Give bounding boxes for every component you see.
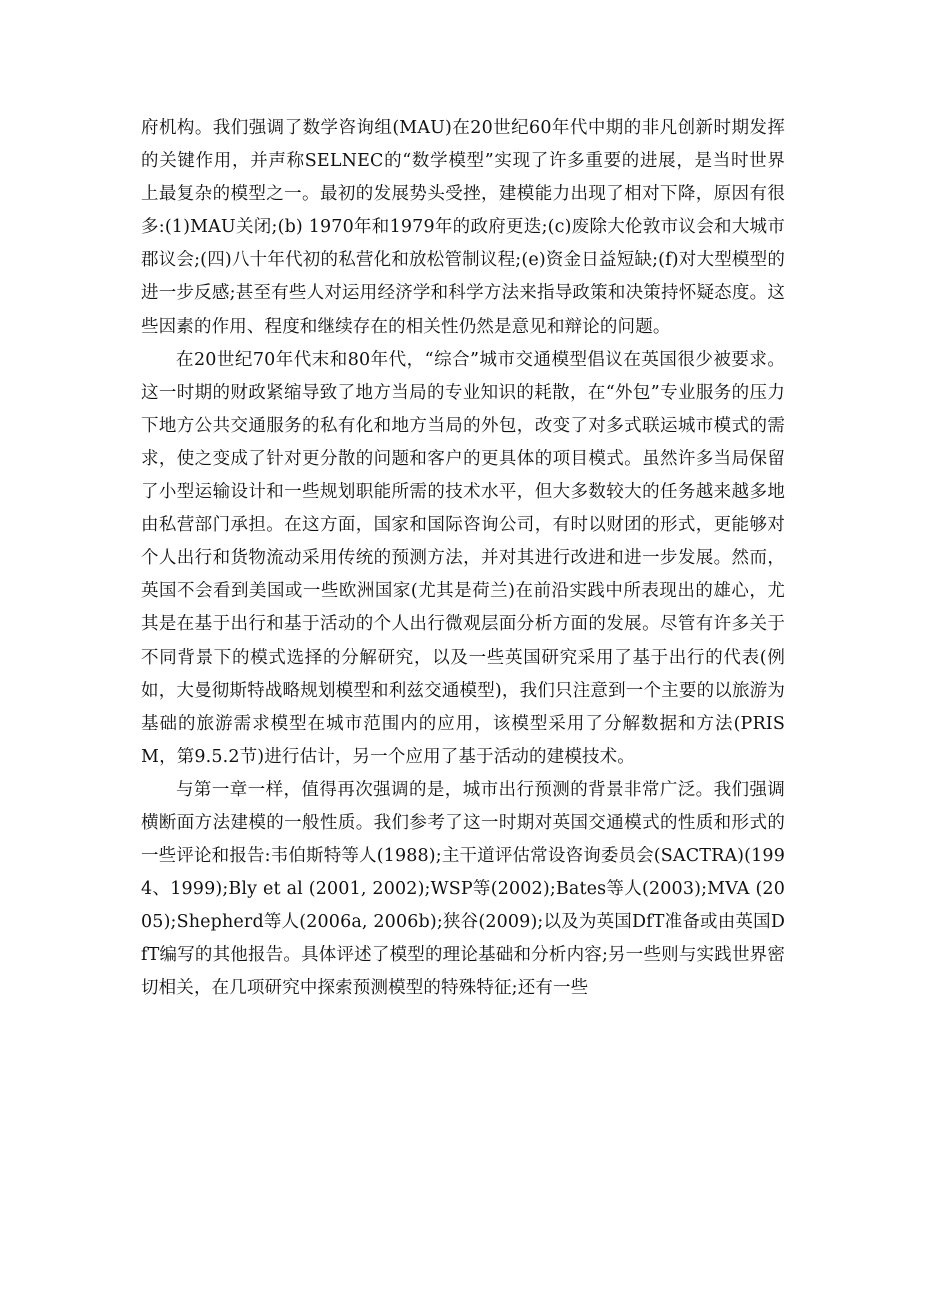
document-page [141, 112, 785, 1006]
paragraph-3: 与第一章一样，值得再次强调的是，城市出行预测的背景非常广泛。我们强调横断面方法建模的一般性质。我们参考了这一时期对英国交通模式的性质和形式的一些评论和报告:韦伯斯特等人(1988);主干道评估常设咨询委员会(SACTRA)(1994、1999);Bly et al (2001, 2002);WSP等(2002);Bates等人(2003);MVA (2005);Shepherd等人(2006a, 2006b);狭谷(2009);以及为英国DfT准备或由英国DfT编写的其他报告。具体评述了模型的理论基础和分析内容;另一些则与实践世界密切相关，在几项研究中探索预测模型的特殊特征;还有一些 [141, 779, 785, 999]
paragraph-1: 府机构。我们强调了数学咨询组(MAU)在20世纪60年代中期的非凡创新时期发挥的关键作用，并声称SELNEC的“数学模型”实现了许多重要的进展，是当时世界上最复杂的模型之一。最初的发展势头受挫，建模能力出现了相对下降，原因有很多:(1)MAU关闭;(b) 1970年和1979年的政府更迭;(c)废除大伦敦市议会和大城市郡议会;(四)八十年代初的私营化和放松管制议程;(e)资金日益短缺;(f)对大型模型的进一步反感;甚至有些人对运用经济学和科学方法来指导政策和决策持怀疑态度。这些因素的作用、程度和继续存在的相关性仍然是意见和辩论的问题。 [141, 118, 785, 337]
paragraph-2: 在20世纪70年代末和80年代，“综合”城市交通模型倡议在英国很少被要求。这一时期的财政紧缩导致了地方当局的专业知识的耗散，在“外包”专业服务的压力下地方公共交通服务的私有化和地方当局的外包，改变了对多式联运城市模式的需求，使之变成了针对更分散的问题和客户的更具体的项目模式。虽然许多当局保留了小型运输设计和一些规划职能所需的技术水平，但大多数较大的任务越来越多地由私营部门承担。在这方面，国家和国际咨询公司，有时以财团的形式，更能够对个人出行和货物流动采用传统的预测方法，并对其进行改进和进一步发展。然而，英国不会看到美国或一些欧洲国家(尤其是荷兰)在前沿实践中所表现出的雄心，尤其是在基于出行和基于活动的个人出行微观层面分析方面的发展。尽管有许多关于不同背景下的模式选择的分解研究，以及一些英国研究采用了基于出行的代表(例如，大曼彻斯特战略规划模型和利兹交通模型)，我们只注意到一个主要的以旅游为基础的旅游需求模型在城市范围内的应用，该模型采用了分解数据和方法(PRISM，第9.5.2节)进行估计，另一个应用了基于活动的建模技术。 [141, 349, 785, 767]
